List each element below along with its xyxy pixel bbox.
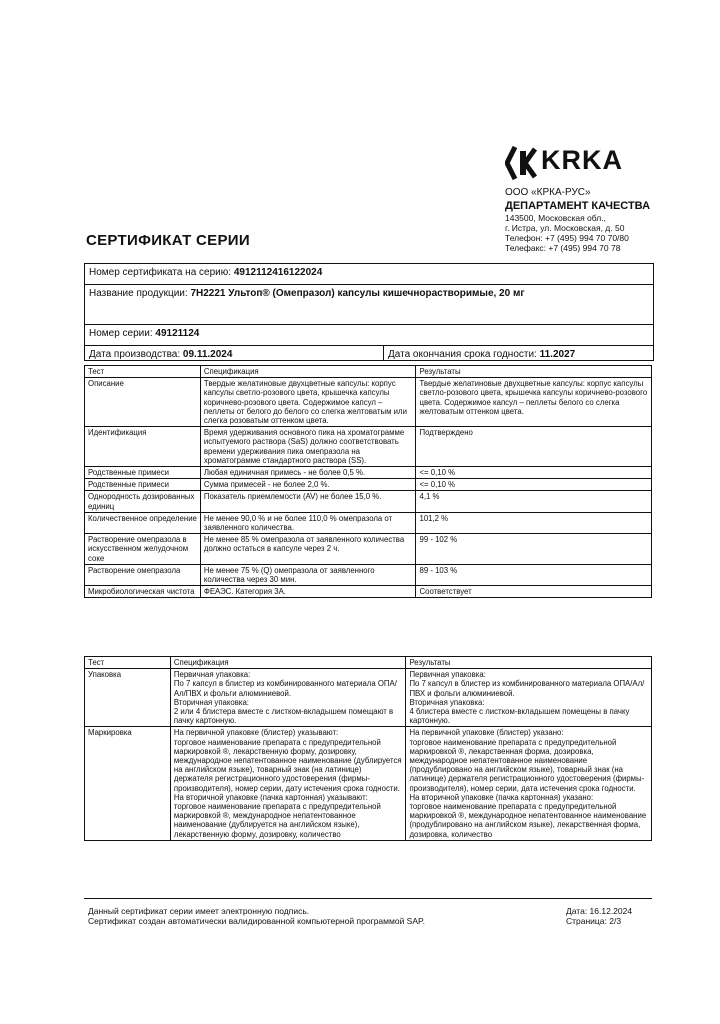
footer-date: Дата: 16.12.2024 [566, 906, 633, 916]
test-name: Растворение омепразола в искусственном желудочном соке [85, 534, 201, 565]
page-title: СЕРТИФИКАТ СЕРИИ [86, 232, 250, 249]
expiry-date-label: Дата окончания срока годности: [388, 349, 537, 360]
batch-number-row [85, 325, 653, 346]
product-name-label: Название продукции: [89, 288, 188, 299]
footer-line: Данный сертификат серии имеет электронную подпись. [88, 906, 310, 916]
test-name: Микробиологическая чистота [85, 586, 201, 598]
batch-number-label: Номер серии: [89, 328, 153, 339]
expiry-date-cell [384, 346, 579, 360]
result: <= 0,10 % [416, 467, 652, 479]
test-name: Родственные примеси [85, 467, 201, 479]
result: <= 0,10 % [416, 479, 652, 491]
specification: Не менее 90,0 % и не более 110,0 % омепразола от заявленного количества. [200, 512, 416, 533]
certificate-number: 4912112416122024 [233, 267, 323, 278]
specification: На первичной упаковке (блистер) указывают: торговое наименование препарата с предупредительной маркировкой ®, лекарственную форму, дозировку, международное непатентованное наименование (дублируется на английском языке), товарный знак (на латинице) держателя регистрационного удостоверения (фирмы-производителя), номер серии, дату истечения срока годности. На вторичной упаковке (пачка картонная) указывают: торговое наименование препарата с предупредительной маркировкой ®, международное непатентованное наименование (дублируется на английском языке), лекарственную форму, дозировку, количество [170, 727, 406, 840]
product-name: 7H2221 Ультоп® (Омепразол) капсулы кишечнорастворимые, 20 мг [190, 288, 525, 299]
manufacture-date: 09.11.2024 [182, 349, 233, 360]
result: Подтверждено [416, 427, 652, 467]
table-row [85, 534, 652, 565]
table-header-row [85, 657, 652, 669]
logo-text: KRKA [541, 145, 623, 175]
specification: Не менее 85 % омепразола от заявленного количества должно остаться в капсуле через 2 ч. [200, 534, 416, 565]
dates-row [85, 346, 653, 360]
table-row [85, 427, 652, 467]
certificate-number-row [85, 264, 653, 285]
footer-divider [84, 898, 652, 899]
page-number: Страница: 2/3 [566, 916, 622, 926]
product-name-row [85, 285, 653, 325]
table-row [85, 586, 652, 598]
result: Первичная упаковка: По 7 капсул в блистер из комбинированного материала ОПА/Ал/ПВХ и фольги алюминиевой. Вторичная упаковка: 4 блистера вместе с листком-вкладышем помещены в пачку картонную. [406, 669, 652, 727]
batch-number: 49121124 [155, 328, 200, 339]
test-name: Количественное определение [85, 512, 201, 533]
result: Соответствует [416, 586, 652, 598]
table-row [85, 669, 652, 727]
table-row [85, 727, 652, 840]
table-row [85, 512, 652, 533]
specification: Сумма примесей - не более 2,0 %. [200, 479, 416, 491]
table-row [85, 491, 652, 512]
footer-note [88, 906, 425, 926]
company-name: ООО «КРКА-РУС» [505, 187, 591, 198]
result: Твердые желатиновые двухцветные капсулы: корпус капсулы светло-розового цвета, крышечка капсулы коричнево-розового цвета. Содержимое капсул – пеллеты белого со слегка желтоватым оттенком цвета. [416, 378, 652, 427]
table-row [85, 467, 652, 479]
specification: ФЕАЭС. Категория 3А. [200, 586, 416, 598]
column-header: Спецификация [170, 657, 406, 669]
specification: Не менее 75 % (Q) омепразола от заявленного количества через 30 мин. [200, 564, 416, 585]
table-row [85, 378, 652, 427]
test-name: Упаковка [85, 669, 171, 727]
specification: Время удерживания основного пика на хроматограмме испытуемого раствора (SaS) должно соответствовать времени удерживания пика омепразола на хроматограмме стандартного раствора (SS). [200, 427, 416, 467]
phone-line: Телефон: +7 (495) 994 70 70/80 [505, 233, 629, 243]
result: 101,2 % [416, 512, 652, 533]
krka-logo [505, 143, 625, 183]
test-name: Маркировка [85, 727, 171, 840]
footer-meta [566, 906, 632, 926]
test-name: Идентификация [85, 427, 201, 467]
company-address [505, 213, 629, 253]
column-header: Результаты [416, 366, 652, 378]
specification: Показатель приемлемости (AV) не более 15,0 %. [200, 491, 416, 512]
result: На первичной упаковке (блистер) указано: торговое наименование препарата с предупредительной маркировкой ®, лекарственная форма, дозировка, международное непатентованное наименование (продублировано на английском языке), товарный знак (на латинице) держателя регистрационного удостоверения (фирмы-производителя), номер серии, дата истечения срока годности. На вторичной упаковке (пачка картонная) указано: торговое наименование препарата с предупредительной маркировкой ®, международное непатентованное наименование (продублировано на английском языке), лекарственная форма, дозировка, количество [406, 727, 652, 840]
result: 99 - 102 % [416, 534, 652, 565]
test-name: Описание [85, 378, 201, 427]
packaging-table [84, 656, 652, 841]
footer-line: Сертификат создан автоматически валидированной компьютерной программой SAP. [88, 916, 425, 926]
specification: Твердые желатиновые двухцветные капсулы: корпус капсулы светло-розового цвета, крышечка капсулы коричнево-розового цвета. Содержимое капсул – пеллеты от белого до белого со слегка желтоватым или слегка розоватым оттенком цвета. [200, 378, 416, 427]
fax-line: Телефакс: +7 (495) 994 70 78 [505, 243, 621, 253]
manufacture-date-label: Дата производства: [89, 349, 181, 360]
table-header-row [85, 366, 652, 378]
column-header: Результаты [406, 657, 652, 669]
certificate-number-label: Номер сертификата на серию: [89, 267, 232, 278]
result: 4,1 % [416, 491, 652, 512]
specification: Первичная упаковка: По 7 капсул в блистер из комбинированного материала ОПА/Ал/ПВХ и фольги алюминиевой. Вторичная упаковка: 2 или 4 блистера вместе с листком-вкладышем помещают в пачку картонную. [170, 669, 406, 727]
test-results-table [84, 365, 652, 598]
address-line: г. Истра, ул. Московская, д. 50 [505, 223, 625, 233]
test-name: Родственные примеси [85, 479, 201, 491]
certificate-header-box [84, 263, 654, 361]
manufacture-date-cell [85, 346, 384, 360]
expiry-date: 11.2027 [539, 349, 576, 360]
table-row [85, 479, 652, 491]
column-header: Тест [85, 366, 201, 378]
column-header: Спецификация [200, 366, 416, 378]
department-name: ДЕПАРТАМЕНТ КАЧЕСТВА [505, 200, 651, 212]
specification: Любая единичная примесь - не более 0,5 %. [200, 467, 416, 479]
result: 89 - 103 % [416, 564, 652, 585]
krka-logo-icon [505, 143, 539, 183]
table-row [85, 564, 652, 585]
test-name: Однородность дозированных единиц [85, 491, 201, 512]
test-name: Растворение омепразола [85, 564, 201, 585]
address-line: 143500, Московская обл., [505, 213, 606, 223]
column-header: Тест [85, 657, 171, 669]
